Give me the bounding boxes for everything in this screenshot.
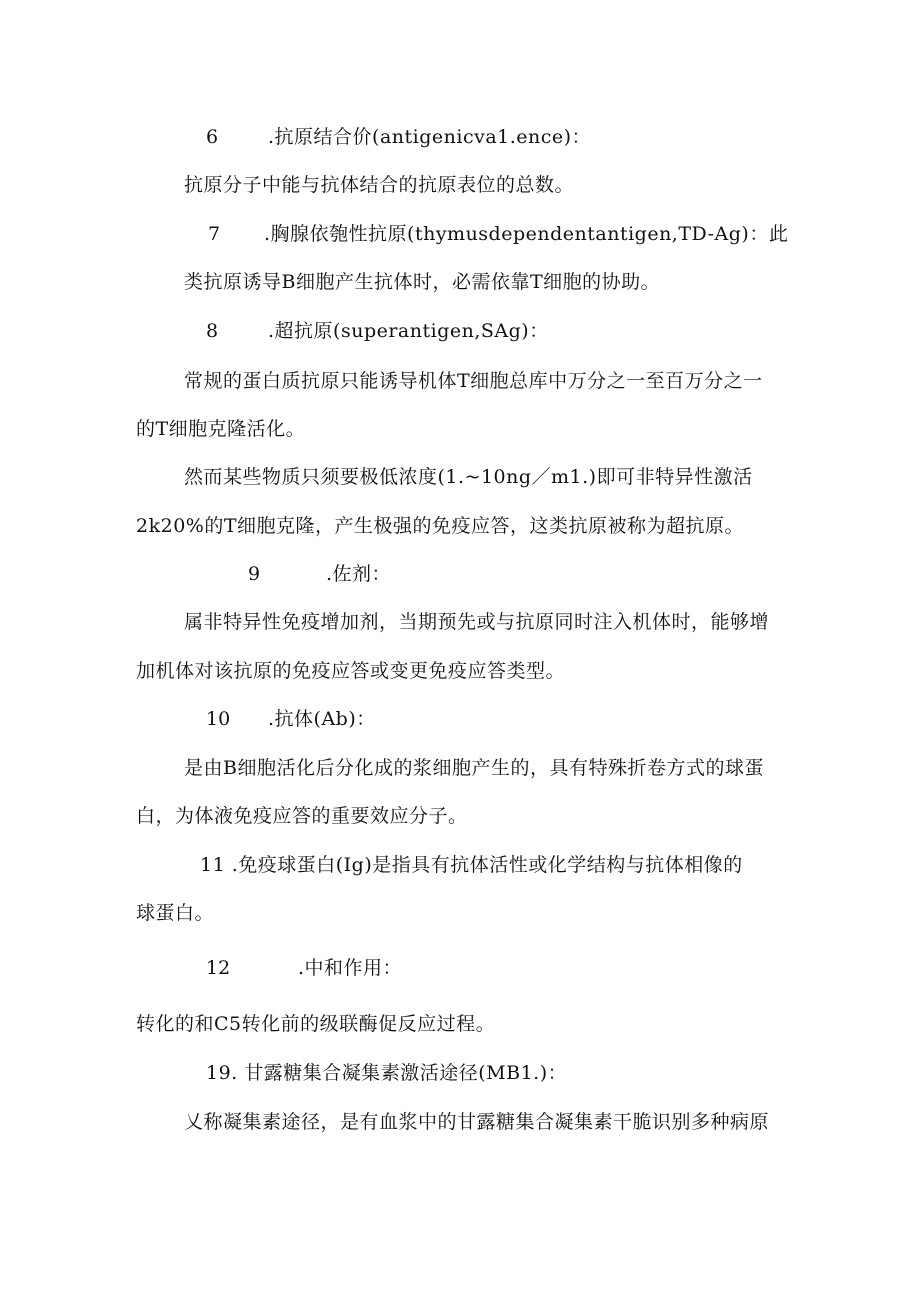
paragraph-line: 乂称凝集素途径，是有血浆中的甘露糖集合凝集素干脆识别多种病原 bbox=[184, 1111, 770, 1133]
item-number: 10 bbox=[206, 708, 231, 730]
item-number: 6 bbox=[206, 126, 219, 148]
paragraph-line: 抗原分子中能与抗体结合的抗原表位的总数。 bbox=[184, 174, 575, 196]
item-number: 8 bbox=[206, 320, 219, 342]
item-heading: .中和作用： bbox=[298, 957, 403, 979]
item-heading: .佐剂： bbox=[326, 563, 392, 585]
paragraph-line: 是由B细胞活化后分化成的浆细胞产生的，具有特殊折卷方式的球蛋 bbox=[184, 757, 764, 779]
item-number: 9 bbox=[248, 563, 261, 585]
paragraph-line: 类抗原诱导B细胞产生抗体时，必需依靠T细胞的协助。 bbox=[184, 271, 661, 293]
paragraph-line: 11 .免疫球蛋白(Ig)是指具有抗体活性或化学结构与抗体相像的 bbox=[200, 854, 743, 876]
paragraph-line: 2k20%的T细胞克隆，产生极强的免疫应答，这类抗原被称为超抗原。 bbox=[136, 515, 745, 537]
paragraph-line: 常规的蛋白质抗原只能诱导机体T细胞总库中万分之一至百万分之一 bbox=[184, 370, 763, 392]
paragraph-line: 球蛋白。 bbox=[136, 902, 215, 924]
paragraph-line: 的T细胞克隆活化。 bbox=[136, 418, 306, 440]
paragraph-line: 然而某些物质只须要极低浓度(1.~10ng／m1.)即可非特异性激活 bbox=[184, 466, 753, 488]
item-heading: .抗体(Ab)： bbox=[268, 708, 376, 730]
item-number: 12 bbox=[206, 957, 231, 979]
paragraph-line: 转化的和C5转化前的级联酶促反应过程。 bbox=[136, 1013, 496, 1035]
item-heading: .抗原结合价(antigenicva1.ence)： bbox=[268, 126, 592, 148]
section-heading: 19. 甘露糖集合凝集素激活途径(MB1.)： bbox=[206, 1062, 568, 1084]
paragraph-line: 属非特异性免疫增加剂，当期预先或与抗原同时注入机体时，能够增 bbox=[184, 611, 770, 633]
item-heading: .超抗原(superantigen,SAg)： bbox=[268, 320, 549, 342]
paragraph-line: 加机体对该抗原的免疫应答或变更免疫应答类型。 bbox=[136, 660, 566, 682]
item-heading: .胸腺依匏性抗原(thymusdependentantigen,TD-Ag)：此 bbox=[264, 223, 789, 245]
item-number: 7 bbox=[208, 223, 221, 245]
paragraph-line: 白，为体液免疫应答的重要效应分子。 bbox=[136, 805, 468, 827]
